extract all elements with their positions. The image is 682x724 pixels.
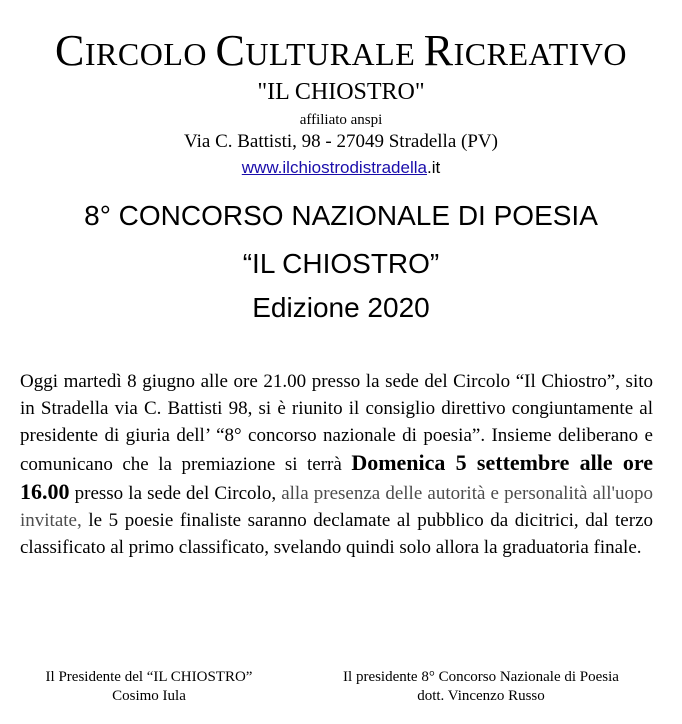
signature-left-role: Il Presidente del “IL CHIOSTRO” [45,669,253,685]
website-line [0,157,682,179]
announcement-text-2: presso la sede del Circolo, [69,483,277,504]
signature-left [18,668,280,706]
announcement-text-3: alla presenza delle autorità e personalità all'uopo invitate, [20,483,653,531]
website-link[interactable]: www.ilchiostrodistradella [241,158,427,177]
award-date-emphasis: Domenica 5 settembre alle ore 16.00 [20,450,653,504]
signature-left-name: Cosimo Iula [112,688,186,704]
address-text: Via C. Battisti, 98 - 27049 Stradella (PV) [184,131,498,152]
contest-edition: Edizione 2020 [252,292,430,323]
announcement-paragraph [20,368,653,561]
affiliation-text: affiliato anspi [299,112,383,128]
org-name-part-3: ICREATIVO [453,36,627,72]
organization-name [0,27,682,78]
website-suffix: .it [426,158,441,177]
signature-right-role: Il presidente 8° Concorso Nazionale di Poesia [343,669,619,685]
contest-title: 8° CONCORSO NAZIONALE DI POESIA [84,200,598,231]
signature-right [305,668,657,706]
contest-name: “IL CHIOSTRO” [242,248,440,279]
org-name-initial-3: R [423,26,454,75]
announcement-text-1: Oggi martedì 8 giugno alle ore 21.00 presso la sede del Circolo “Il Chiostro”, sito in Stradella via C. Battisti 98, si è riunito il consiglio direttivo congiuntamente al presidente di giuria dell’ “8° concorso nazionale di poesia”. Insieme deliberano e comunicano che la premiazione si terrà [20,371,653,475]
org-name-part-1: IRCOLO [84,36,216,72]
signature-right-name: dott. Vincenzo Russo [417,688,545,704]
org-name-part-2: ULTURALE [245,36,424,72]
organization-subtitle: "IL CHIOSTRO" [257,79,425,105]
org-name-initial-2: C [215,26,246,75]
org-name-initial-1: C [55,26,85,75]
announcement-text-4: le 5 poesie finaliste saranno declamate al pubblico da dicitrici, dal terzo classificato al primo classificato, svelando quindi solo allora la graduatoria finale. [20,510,653,558]
